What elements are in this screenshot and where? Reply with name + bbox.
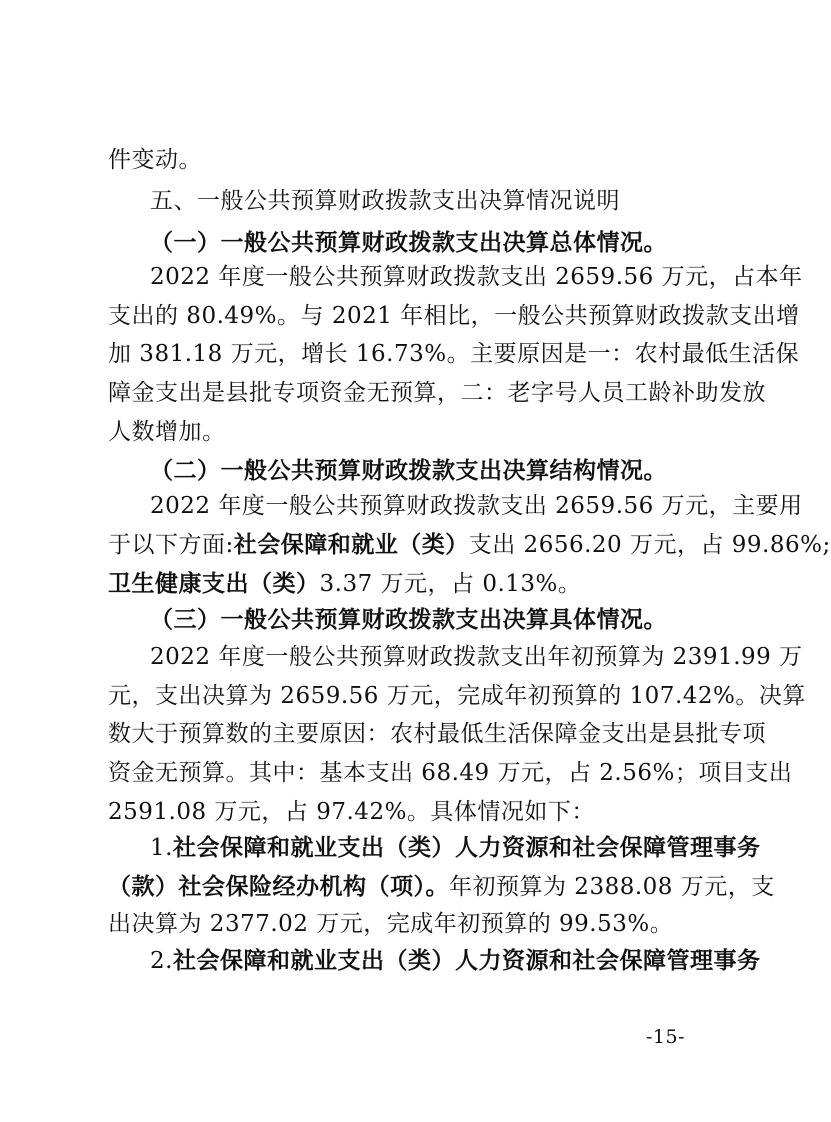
item-heading: 社会保障和就业支出（类）人力资源和社会保障管理事务 — [172, 834, 761, 861]
list-number: 2. — [150, 948, 173, 974]
line-text: 人数增加。 — [108, 419, 226, 445]
line-text: 2022 年度一般公共预算财政拨款支出 2659.56 万元，主要用 — [150, 493, 803, 519]
line-text: 元，支出决算为 2659.56 万元，完成年初预算的 107.42%。决算 — [108, 683, 806, 709]
paragraph-line — [108, 417, 694, 447]
heading-text: （二）一般公共预算财政拨款支出决算结构情况。 — [150, 457, 667, 484]
category-label: 社会保障和就业（类） — [233, 531, 469, 558]
page-number: -15- — [646, 1026, 686, 1048]
line-text: 年初预算为 2388.08 万元，支 — [449, 874, 775, 900]
line-text: 加 381.18 万元，增长 16.73%。主要原因是一：农村最低生活保 — [108, 341, 800, 367]
paragraph-line — [150, 642, 803, 672]
text-line — [108, 145, 694, 175]
line-text: 资金无预算。其中：基本支出 68.49 万元，占 2.56%；项目支出 — [108, 760, 793, 786]
paragraph-line — [108, 681, 806, 711]
line-text: 出决算为 2377.02 万元，完成年初预算的 99.53%。 — [108, 911, 674, 937]
line-text: 2591.08 万元，占 97.42%。具体情况如下： — [108, 799, 595, 825]
line-text: 于以下方面: — [108, 532, 234, 558]
heading-text: （一）一般公共预算财政拨款支出决算总体情况。 — [150, 229, 667, 256]
line-text: 障金支出是县批专项资金无预算，二：老字号人员工龄补助发放 — [108, 380, 766, 406]
paragraph-line — [150, 491, 803, 521]
list-item-line — [108, 872, 775, 902]
paragraph-line — [108, 530, 831, 560]
subsection-heading — [150, 605, 694, 635]
category-label: 卫生健康支出（类） — [108, 570, 320, 597]
line-text: 2022 年度一般公共预算财政拨款支出 2659.56 万元，占本年 — [150, 264, 803, 290]
paragraph-line — [108, 301, 800, 331]
list-number: 1. — [150, 835, 173, 861]
paragraph-line — [108, 797, 694, 827]
paragraph-line — [108, 719, 766, 749]
line-text: 2022 年度一般公共预算财政拨款支出年初预算为 2391.99 万 — [150, 644, 803, 670]
subsection-heading — [150, 456, 694, 486]
line-text: 件变动。 — [108, 147, 202, 173]
heading-text: （三）一般公共预算财政拨款支出决算具体情况。 — [150, 606, 667, 633]
paragraph-line — [108, 909, 694, 939]
paragraph-line — [108, 378, 766, 408]
paragraph-line — [108, 758, 793, 788]
heading-text: 五、一般公共预算财政拨款支出决算情况说明 — [150, 188, 620, 214]
line-text: 3.37 万元，占 0.13%。 — [319, 571, 582, 597]
paragraph-line — [150, 262, 803, 292]
section-heading — [150, 186, 694, 216]
subsection-heading — [150, 228, 694, 258]
item-heading: （款）社会保险经办机构（项）。 — [108, 873, 449, 900]
item-heading: 社会保障和就业支出（类）人力资源和社会保障管理事务 — [172, 947, 761, 974]
list-item-line — [150, 946, 761, 976]
line-text: 支出的 80.49%。与 2021 年相比，一般公共预算财政拨款支出增 — [108, 303, 800, 329]
list-item-line — [150, 833, 761, 863]
paragraph-line — [108, 339, 800, 369]
paragraph-line — [108, 569, 694, 599]
line-text: 数大于预算数的主要原因：农村最低生活保障金支出是县批专项 — [108, 721, 766, 747]
line-text: 支出 2656.20 万元，占 99.86%; — [468, 532, 831, 558]
